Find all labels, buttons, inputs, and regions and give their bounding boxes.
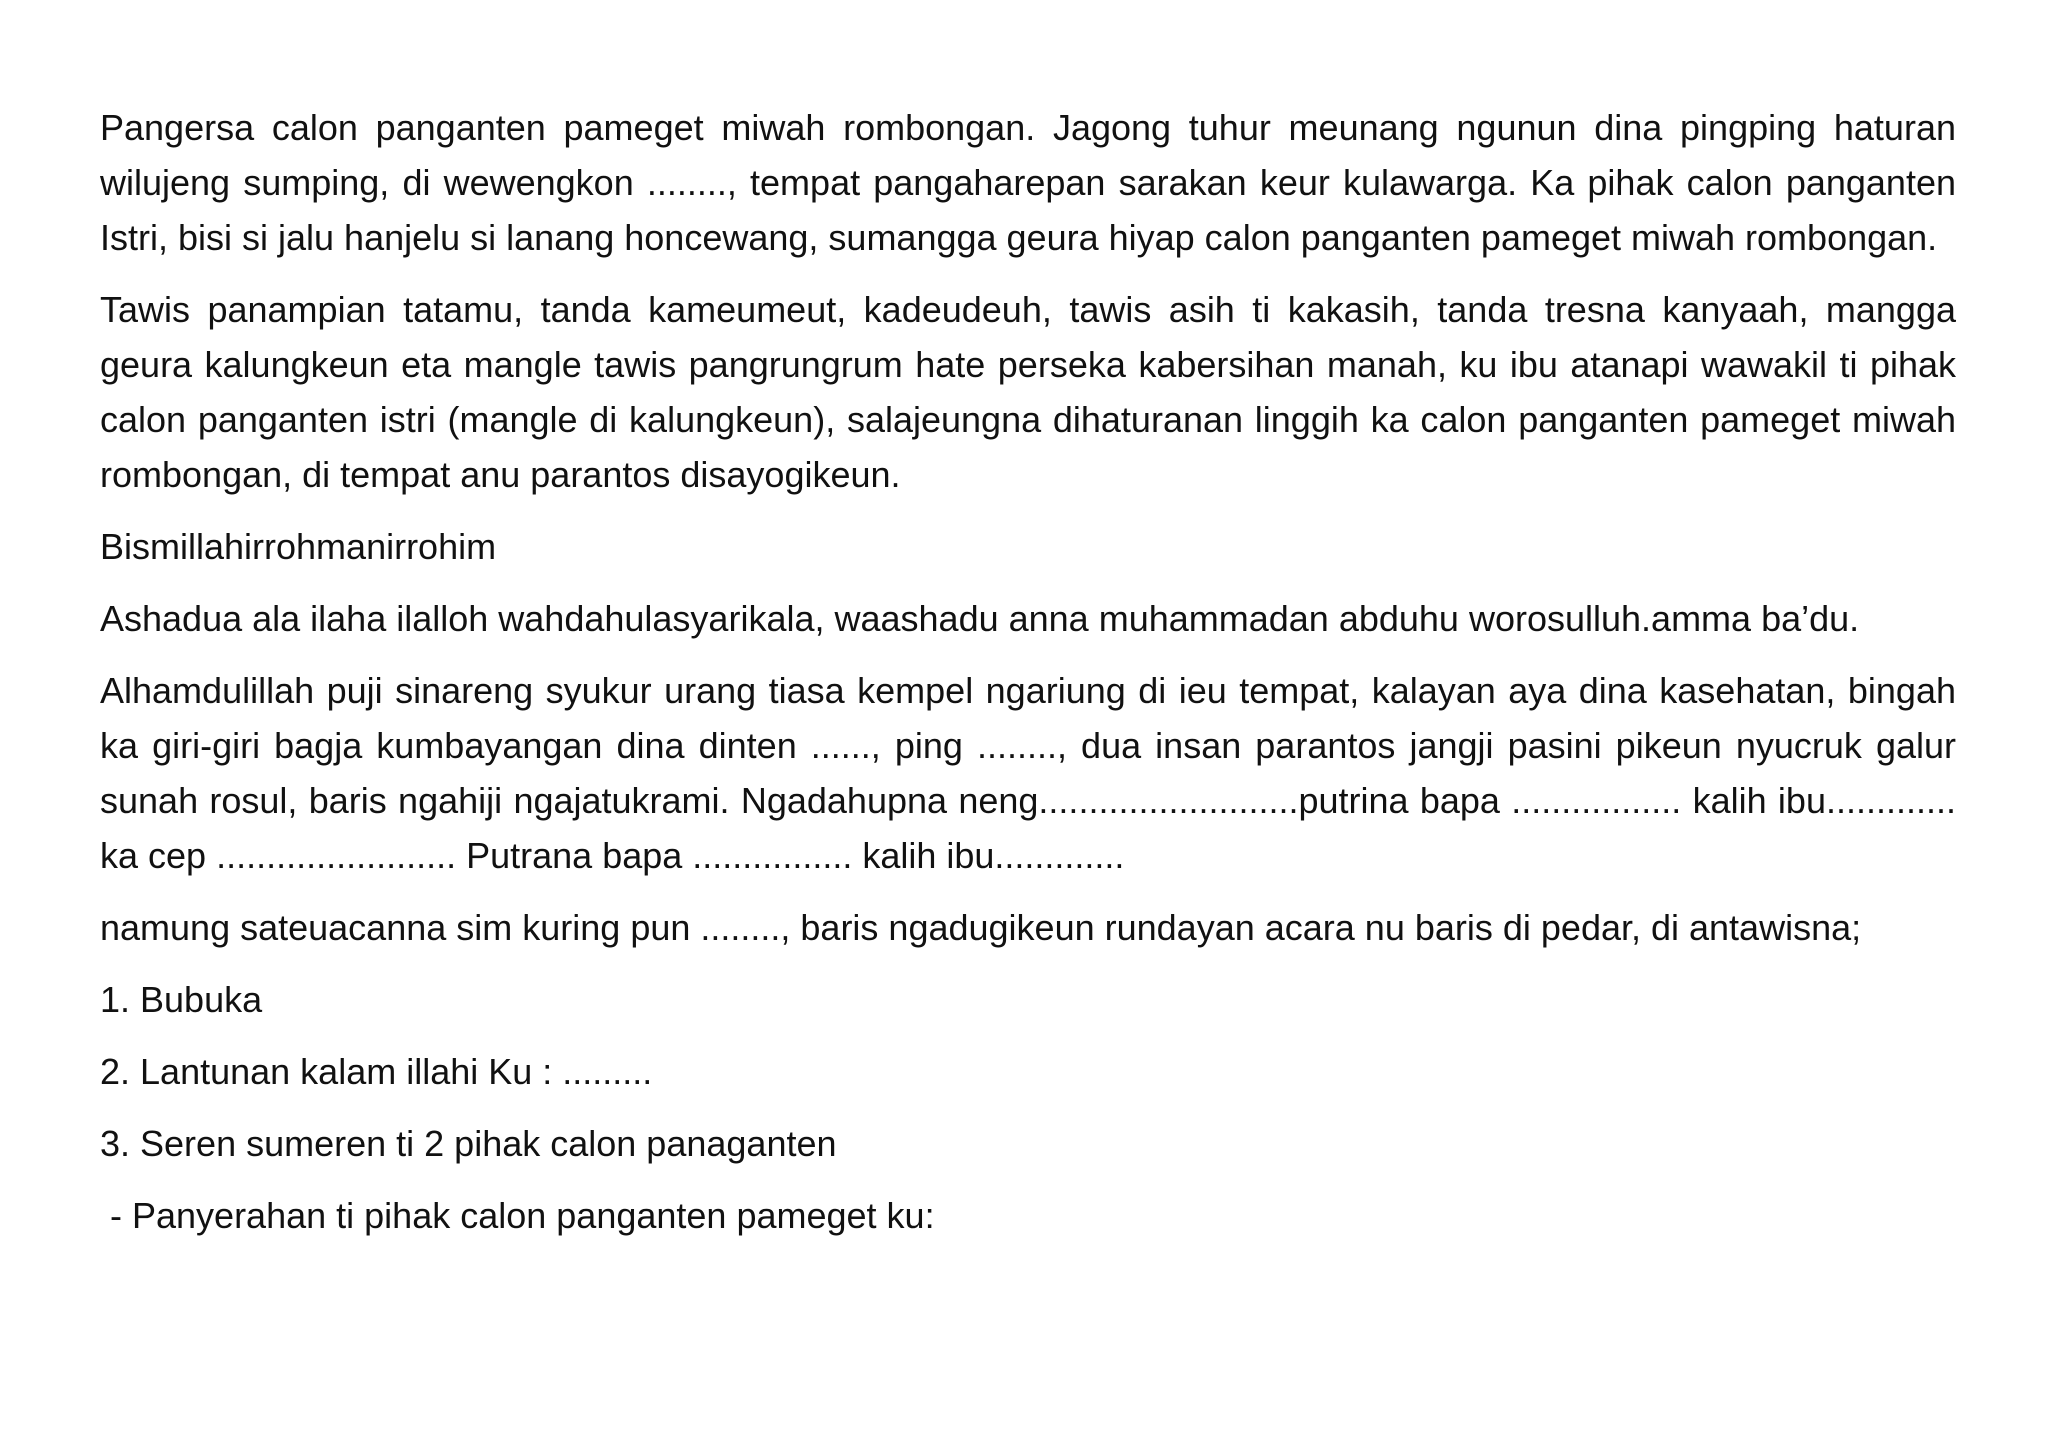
list-item-seren-sumeren: 3. Seren sumeren ti 2 pihak calon panaganten bbox=[100, 1123, 837, 1164]
sub-item-panyerahan: - Panyerahan ti pihak calon panganten pameget ku: bbox=[100, 1195, 935, 1236]
list-item-bubuka: 1. Bubuka bbox=[100, 979, 263, 1020]
paragraph-welcome: Pangersa calon panganten pameget miwah rombongan. Jagong tuhur meunang ngunun dina pingping haturan wilujeng sumping, di wewengkon ........, tempat pangaharepan sarakan keur kulawarga. Ka pihak calon panganten Istri, bisi si jalu hanjelu si lanang honcewang, sumangga geura hiyap calon panganten pameget miwah rombongan. bbox=[100, 107, 1956, 258]
paragraph-syahadat: Ashadua ala ilaha ilalloh wahdahulasyarikala, waashadu anna muhammadan abduhu worosulluh.amma ba’du. bbox=[100, 598, 1860, 639]
paragraph-bismillah: Bismillahirrohmanirrohim bbox=[100, 526, 497, 567]
document-page bbox=[100, 100, 1956, 1260]
paragraph-mangle: Tawis panampian tatamu, tanda kameumeut, kadeudeuh, tawis asih ti kakasih, tanda tresna kanyaah, mangga geura kalungkeun eta mangle tawis pangrungrum hate perseka kabersihan manah, ku ibu atanapi wawakil ti pihak calon panganten istri (mangle di kalungkeun), salajeungna dihaturanan linggih ka calon panganten pameget miwah rombongan, di tempat anu parantos disayogikeun. bbox=[100, 289, 1956, 495]
paragraph-rundayan-acara: namung sateuacanna sim kuring pun ........, baris ngadugikeun rundayan acara nu baris di pedar, di antawisna; bbox=[100, 907, 1862, 948]
paragraph-alhamdulillah: Alhamdulillah puji sinareng syukur urang tiasa kempel ngariung di ieu tempat, kalayan aya dina kasehatan, bingah ka giri-giri bagja kumbayangan dina dinten ......, ping ........, dua insan parantos jangji pasini pikeun nyucruk galur sunah rosul, baris ngahiji ngajatukrami. Ngadahupna neng..........................putrina bapa ................. kalih ibu............. ka cep ........................ Putrana bapa ................ kalih ibu............. bbox=[100, 670, 1956, 876]
list-item-kalam-illahi: 2. Lantunan kalam illahi Ku : ......... bbox=[100, 1051, 653, 1092]
